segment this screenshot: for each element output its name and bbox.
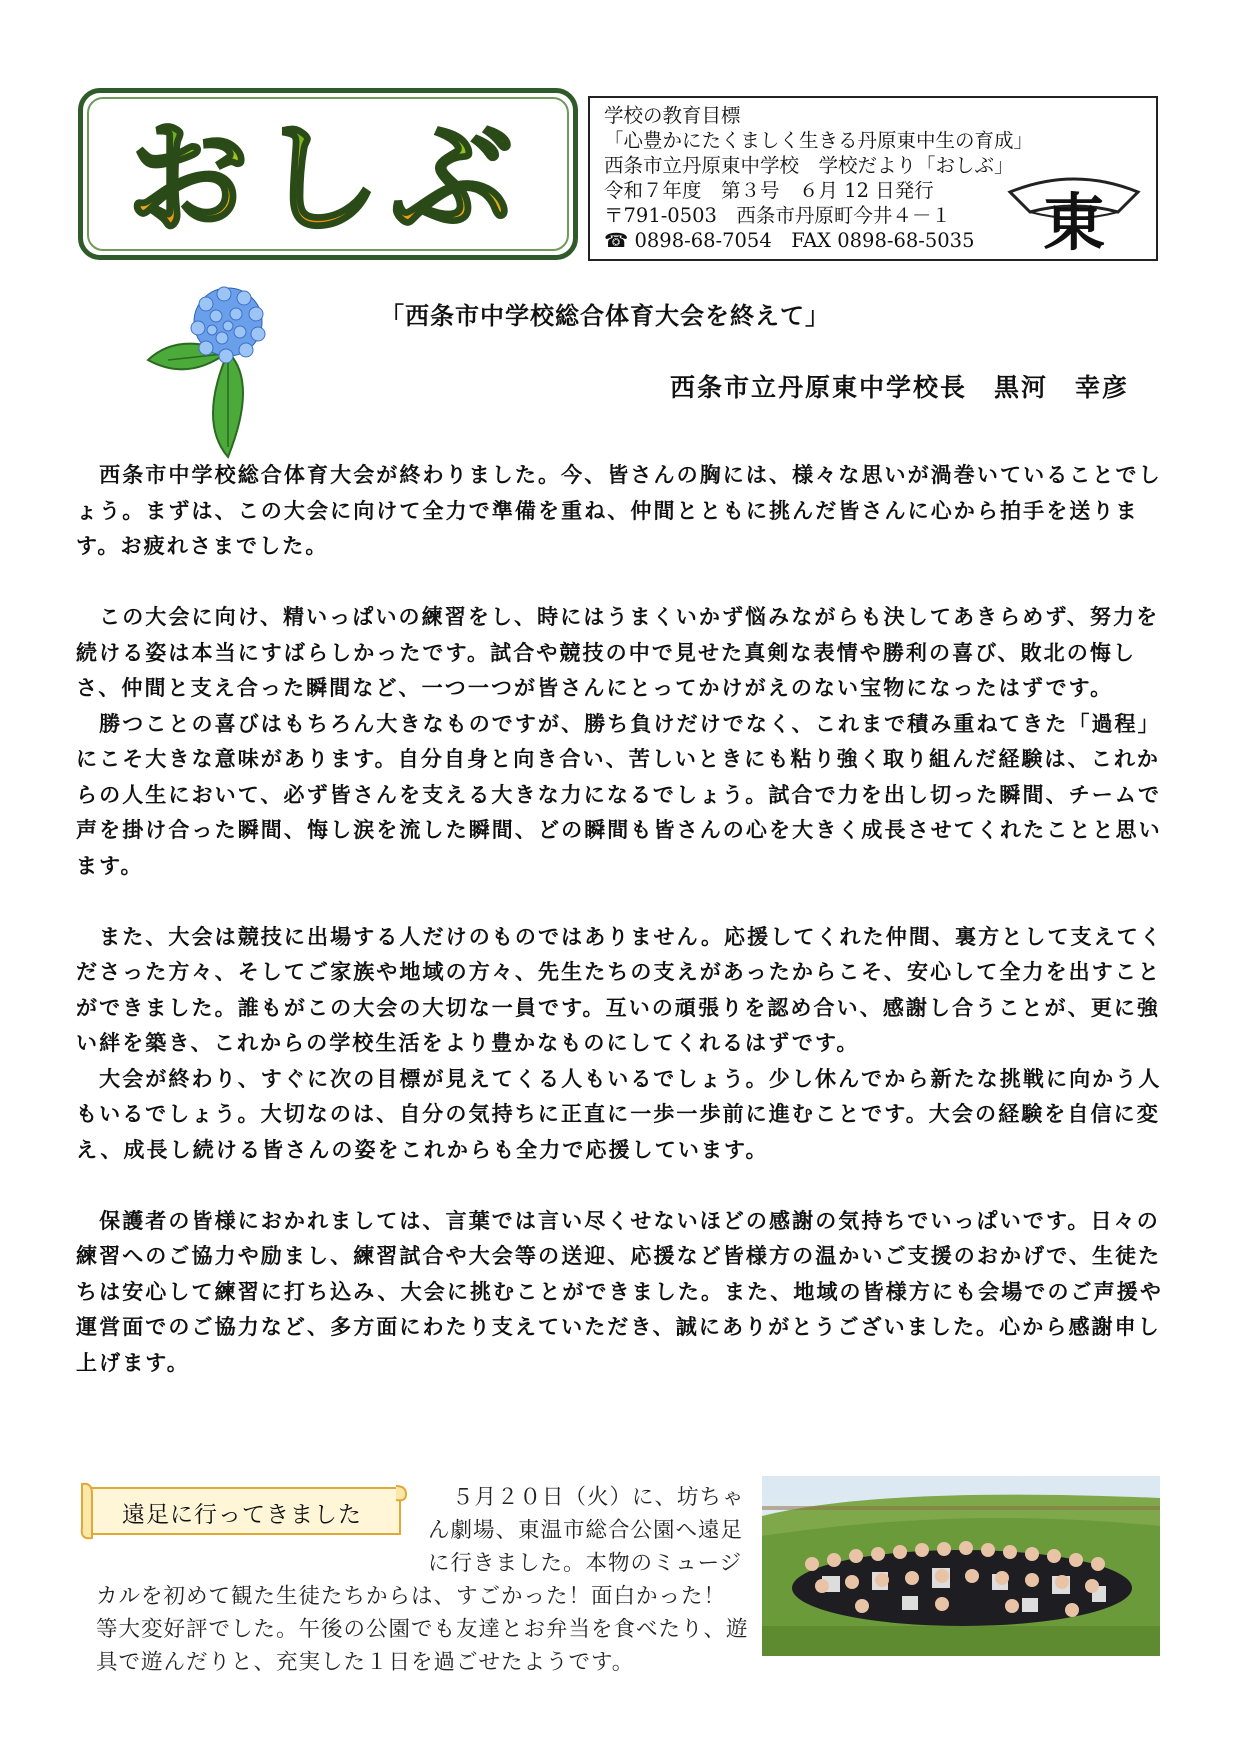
issue-info: 令和７年度 第３号 ６月 12 日発行 bbox=[604, 179, 934, 202]
school-info-box bbox=[588, 96, 1158, 261]
excursion-line: カルを初めて観た生徒たちからは、すごかった！面白かった！ bbox=[96, 1584, 727, 1609]
excursion-line: ん劇場、東温市総合公園へ遠足 bbox=[428, 1518, 744, 1543]
school-emblem bbox=[1006, 172, 1142, 252]
group-photo-image bbox=[762, 1476, 1160, 1656]
excursion-line: 具で遊んだりと、充実した１日を過ごせたようです。 bbox=[96, 1650, 635, 1675]
excursion-line: に行きました。本物のミュージ bbox=[428, 1551, 743, 1576]
article-paragraph: 保護者の皆様におかれましては、言葉では言い尽くせないほどの感謝の気持ちでいっぱいです。日々の練習へのご協力や励まし、練習試合や大会等の送迎、応援など皆様方の温かいご支援のおかげで、生徒たちは安心して練習に打ち込み、大会に挑むことができました。また、地域の皆様方にも会場でのご声援や運営面でのご協力など、多方面にわたり支えていただき、誠にありがとうございました。心から感謝申し上げます。 bbox=[76, 1208, 1163, 1375]
article-paragraph: 勝つことの喜びはもちろん大きなものですが、勝ち負けだけでなく、これまで積み重ねてきた「過程」にこそ大きな意味があります。自分自身と向き合い、苦しいときにも粘り強く取り組んだ経験は、これからの人生において、必ず皆さんを支える大きな力になるでしょう。試合で力を出し切った瞬間、チームで声を掛け合った瞬間、悔し涙を流した瞬間、どの瞬間も皆さんの心を大きく成長させてくれたことと思います。 bbox=[76, 711, 1162, 878]
school-emblem-character: 東 bbox=[1042, 186, 1106, 252]
education-goal-label: 学校の教育目標 bbox=[604, 104, 741, 127]
school-phone-fax: ☎ 0898-68-7054 FAX 0898-68-5035 bbox=[604, 229, 975, 252]
excursion-line: 等大変好評でした。午後の公園でも友達とお弁当を食べたり、遊 bbox=[96, 1617, 749, 1642]
article-byline: 西条市立丹原東中学校長 黒河 幸彦 bbox=[670, 373, 1130, 402]
article-paragraph: この大会に向け、精いっぱいの練習をし、時にはうまくいかず悩みながらも決してあきらめず、努力を続ける姿は本当にすばらしかったです。試合や競技の中で見せた真剣な表情や勝利の喜び、敗北の悔しさ、仲間と支え合った瞬間など、一つ一つが皆さんにとってかけがえのない宝物になったはずです。 bbox=[76, 605, 1160, 700]
excursion-title: 遠足に行ってきました bbox=[122, 1502, 362, 1528]
article-paragraph: 西条市中学校総合体育大会が終わりました。今、皆さんの胸には、様々な思いが渦巻いていることでしょう。まずは、この大会に向けて全力で準備を重ね、仲間とともに挑んだ皆さんに心から拍手を送ります。お疲れさまでした。 bbox=[76, 463, 1162, 558]
logo-title: おしぶ bbox=[127, 108, 523, 250]
excursion-line: ５月２０日（火）に、坊ちゃ bbox=[452, 1485, 745, 1510]
article-paragraph: また、大会は競技に出場する人だけのものではありません。応援してくれた仲間、裏方として支えてくださった方々、そしてご家族や地域の方々、先生たちの支えがあったからこそ、安心して全力を出すことができました。誰もがこの大会の大切な一員です。互いの頑張りを認め合い、感謝し合うことが、更に強い絆を築き、これからの学校生活をより豊かなものにしてくれるはずです。 bbox=[76, 924, 1163, 1055]
article-body bbox=[76, 458, 1166, 1381]
school-address: 〒791-0503 西条市丹原町今井４－１ bbox=[604, 204, 951, 227]
newsletter-logo-box bbox=[78, 88, 578, 260]
newsletter-name: 西条市立丹原東中学校 学校だより「おしぶ」 bbox=[604, 154, 1014, 177]
excursion-title-banner bbox=[78, 1480, 408, 1542]
newsletter-logo bbox=[83, 93, 573, 255]
article-headline: 「西条市中学校総合体育大会を終えて」 bbox=[380, 302, 830, 330]
education-goal: 「心豊かにたくましく生きる丹原東中生の育成」 bbox=[604, 129, 1034, 152]
article-paragraph: 大会が終わり、すぐに次の目標が見えてくる人もいるでしょう。少し休んでから新たな挑戦に向かう人もいるでしょう。大切なのは、自分の気持ちに正直に一歩一歩前に進むことです。大会の経験を自信に変え、成長し続ける皆さんの姿をこれからも全力で応援しています。 bbox=[76, 1066, 1162, 1162]
hydrangea-icon bbox=[128, 282, 298, 462]
excursion-group-photo bbox=[762, 1476, 1160, 1656]
